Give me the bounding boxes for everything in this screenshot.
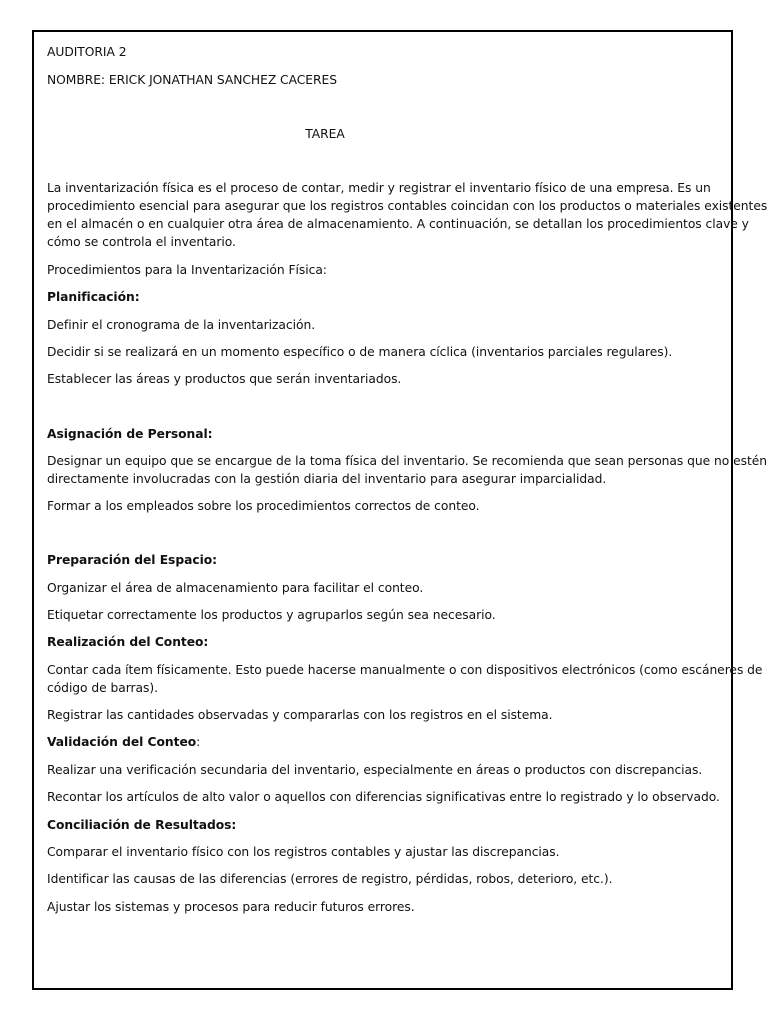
- asignacion-item: [47, 452, 767, 488]
- asignacion-line: Designar un equipo que se encargue de la toma física del inventario. Se recomienda que sean personas que no estén: [47, 454, 767, 468]
- realizacion-item: [47, 661, 763, 697]
- preparacion-item: Etiquetar correctamente los productos y agruparlos según sea necesario.: [47, 608, 496, 622]
- intro-line: La inventarización física es el proceso de contar, medir y registrar el inventario físico de una empresa. Es un: [47, 181, 711, 195]
- section-heading-preparacion: Preparación del Espacio:: [47, 553, 217, 567]
- planificacion-item: Decidir si se realizará en un momento específico o de manera cíclica (inventarios parciales regulares).: [47, 345, 673, 359]
- asignacion-item: Formar a los empleados sobre los procedimientos correctos de conteo.: [47, 499, 480, 513]
- validacion-item: Realizar una verificación secundaria del inventario, especialmente en áreas o productos con discrepancias.: [47, 763, 703, 777]
- section-heading-realizacion: Realización del Conteo:: [47, 635, 209, 649]
- conciliacion-item: Comparar el inventario físico con los registros contables y ajustar las discrepancias.: [47, 845, 560, 859]
- preparacion-item: Organizar el área de almacenamiento para facilitar el conteo.: [47, 581, 424, 595]
- intro-line: procedimiento esencial para asegurar que los registros contables coincidan con los productos o materiales existentes: [47, 199, 768, 213]
- section-heading-asignacion: Asignación de Personal:: [47, 427, 213, 441]
- intro-line: en el almacén o en cualquier otra área de almacenamiento. A continuación, se detallan los procedimientos clave y: [47, 217, 749, 231]
- asignacion-line: directamente involucradas con la gestión diaria del inventario para asegurar imparcialidad.: [47, 472, 607, 486]
- validacion-heading-colon: :: [196, 735, 201, 749]
- planificacion-item: Definir el cronograma de la inventarización.: [47, 318, 316, 332]
- section-heading-planificacion: Planificación:: [47, 290, 140, 304]
- planificacion-item: Establecer las áreas y productos que serán inventariados.: [47, 372, 402, 386]
- course-title: AUDITORIA 2: [47, 45, 127, 59]
- document-title: TAREA: [305, 127, 345, 141]
- section-heading-conciliacion: Conciliación de Resultados:: [47, 818, 237, 832]
- conciliacion-item: Identificar las causas de las diferencias (errores de registro, pérdidas, robos, deterioro, etc.).: [47, 872, 613, 886]
- realizacion-line: Contar cada ítem físicamente. Esto puede hacerse manualmente o con dispositivos electrónicos (como escáneres de: [47, 663, 763, 677]
- realizacion-line: código de barras).: [47, 681, 159, 695]
- intro-paragraph: [47, 179, 768, 251]
- procedures-heading: Procedimientos para la Inventarización Física:: [47, 263, 327, 277]
- realizacion-item: Registrar las cantidades observadas y compararlas con los registros en el sistema.: [47, 708, 553, 722]
- validacion-item: Recontar los artículos de alto valor o aquellos con diferencias significativas entre lo registrado y lo observado.: [47, 790, 720, 804]
- validacion-heading-text: Validación del Conteo: [47, 735, 197, 749]
- intro-line: cómo se controla el inventario.: [47, 235, 236, 249]
- student-name: NOMBRE: ERICK JONATHAN SANCHEZ CACERES: [47, 73, 337, 87]
- section-heading-validacion: [47, 733, 727, 751]
- conciliacion-item: Ajustar los sistemas y procesos para reducir futuros errores.: [47, 900, 415, 914]
